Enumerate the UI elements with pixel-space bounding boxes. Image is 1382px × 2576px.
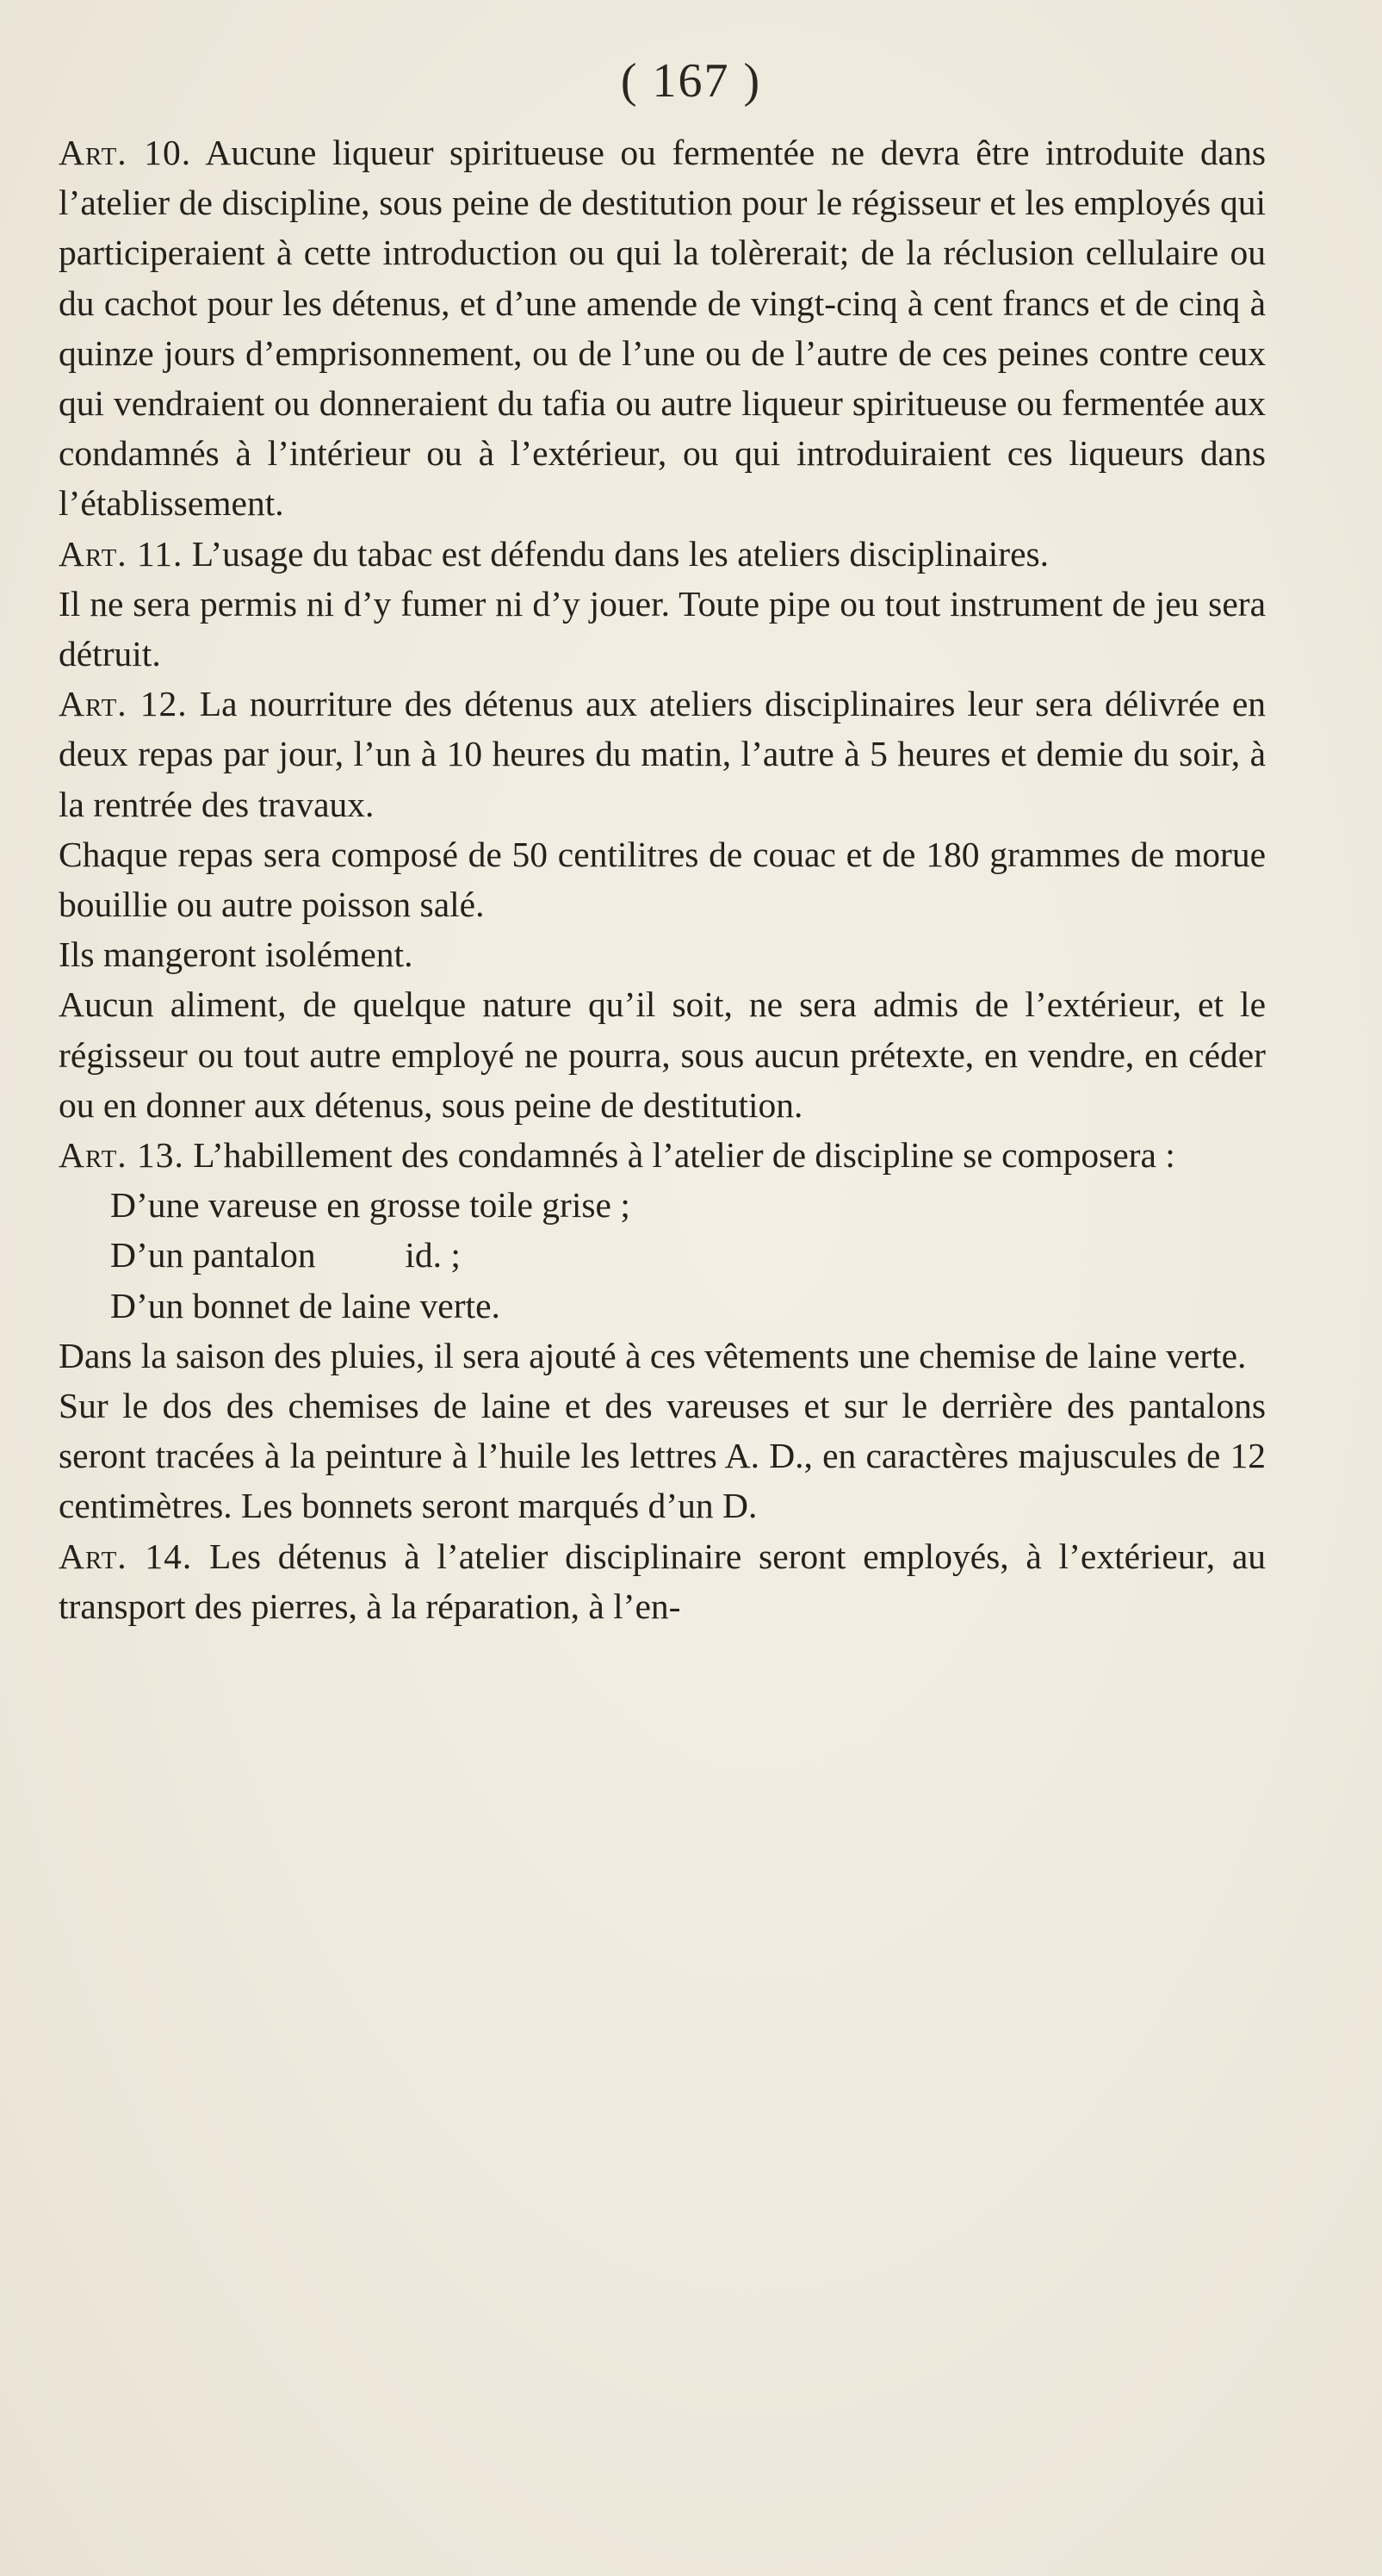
article-text: L’usage du tabac est défendu dans les ateliers disciplinaires. [191,533,1050,574]
article-label: Art. 11. [59,533,183,574]
paragraph: Il ne sera permis ni d’y fumer ni d’y jouer. Toute pipe ou tout instrument de jeu sera détruit. [59,583,1266,674]
article-label: Art. 13. [59,1135,184,1176]
article-text: L’habillement des condamnés à l’atelier de discipline se composera : [193,1135,1175,1176]
article-text: Aucune liqueur spiritueuse ou fermentée ne devra être introduite dans l’atelier de discipline, sous peine de destitution pour le régisseur et les employés qui participeraient à cette introduction ou qui la tolèrerait; de la réclusion cellulaire ou du cachot pour les détenus, et d’une amende de vingt-cinq à cent francs et de cinq à quinze jours d’emprisonnement, ou de l’une ou de l’autre de ces peines contre ceux qui vendraient ou donneraient du tafia ou autre liqueur spiritueuse ou fermentée aux condamnés à l’intérieur ou à l’extérieur, ou qui introduiraient ces liqueurs dans l’établissement. [59,133,1267,524]
article-text: La nourriture des détenus aux ateliers disciplinaires leur sera délivrée en deux repas par jour, l’un à 10 heures du matin, l’autre à 5 heures et demie du soir, à la rentrée des travaux. [59,684,1266,824]
article-text: Les détenus à l’atelier disciplinaire seront employés, à l’extérieur, au transport des pierres, à la réparation, à l’en- [59,1536,1266,1626]
article-label: Art. 10. [59,133,192,172]
page-number: ( 167 ) [620,54,762,108]
article-11 [59,529,1266,579]
paragraph: Sur le dos des chemises de laine et des vareuses et sur le derrière des pantalons seront tracées à la peinture à l’huile les lettres A. D., en caractères majuscules de 12 centimètres. Les bonnets seront marqués d’un D. [59,1386,1266,1526]
article-label: Art. 14. [59,1536,193,1576]
clothing-list-item: D’un bonnet de laine verte. [110,1285,500,1325]
paragraph: Ils mangeront isolément. [59,934,413,975]
article-label: Art. 12. [59,684,188,724]
paragraph: Dans la saison des pluies, il sera ajouté à ces vêtements une chemise de laine verte. [59,1335,1247,1375]
article-12 [59,679,1266,829]
article-14 [59,1531,1266,1631]
paragraph: Chaque repas sera composé de 50 centilitres de couac et de 180 grammes de morue bouillie ou autre poisson salé. [59,834,1266,925]
paragraph: Aucun aliment, de quelque nature qu’il soit, ne sera admis de l’extérieur, et le régisseur ou tout autre employé ne pourra, sous aucun prétexte, en vendre, en céder ou en donner aux détenus, sous peine de destitution. [59,984,1266,1125]
article-10 [59,127,1266,529]
clothing-list-item: D’un pantalon id. ; [110,1235,461,1276]
article-13 [59,1130,1266,1180]
clothing-list-item: D’une vareuse en grosse toile grise ; [110,1185,630,1226]
page-body [59,127,1266,1631]
